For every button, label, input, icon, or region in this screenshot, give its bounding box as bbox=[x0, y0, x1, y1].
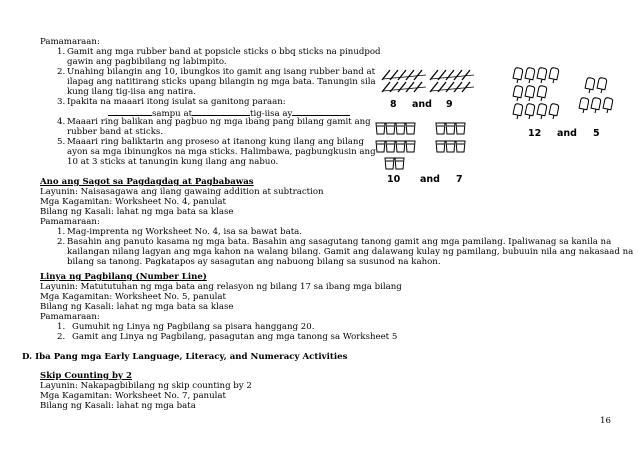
section-title-sagot: Ano ang Sagot sa Pagdagdag at Pagbabawas bbox=[40, 177, 254, 187]
bilang-kasali: Bilang ng Kasali: lahat ng mga bata sa klase bbox=[40, 207, 234, 217]
popsicle bbox=[597, 77, 607, 93]
cup-body bbox=[456, 141, 465, 152]
stick-band bbox=[383, 87, 426, 91]
popsicle-stick bbox=[529, 97, 530, 101]
stick bbox=[398, 82, 406, 92]
pamamaraan-heading: Pamamaraan: bbox=[40, 37, 100, 47]
cup bbox=[436, 141, 445, 152]
popsicle-stick bbox=[553, 115, 554, 119]
stick bbox=[462, 70, 470, 80]
formula-sampu: sampu at bbox=[152, 109, 193, 119]
cups-count-b: 7 bbox=[456, 174, 463, 185]
stick bbox=[406, 70, 414, 80]
cup-body bbox=[386, 141, 395, 152]
step-line: Mag-imprenta ng Worksheet No. 4, isa sa bawat bata. bbox=[67, 227, 303, 237]
popsicle-top bbox=[579, 97, 589, 109]
popsicle bbox=[537, 103, 547, 119]
popsicle-stick bbox=[553, 79, 554, 83]
popsicle bbox=[525, 85, 535, 101]
popsicle-top bbox=[591, 97, 601, 109]
cup-body bbox=[385, 158, 394, 169]
stick-band bbox=[383, 75, 426, 79]
step-line: gawin ang pagbibilang ng labimpito. bbox=[67, 57, 227, 67]
step-line: kailangan nilang lagyan ang mga kahon na walang bilang. Gamit ang dalawang kulay ng pamilang, bubuuin nila ang nakasaad na bbox=[67, 247, 634, 257]
popsicle-stick bbox=[541, 115, 542, 119]
stick bbox=[462, 82, 470, 92]
popsicle-top bbox=[525, 85, 535, 97]
formula-tigiisa: tig-iisa ay bbox=[250, 109, 293, 119]
popsicle-stick bbox=[517, 115, 518, 119]
cup bbox=[396, 141, 405, 152]
cup-body bbox=[386, 123, 395, 134]
popsicle-groups bbox=[513, 67, 613, 119]
popsicle-top bbox=[585, 77, 595, 89]
step-line: Basahin ang panuto kasama ng mga bata. Basahin ang sasagutang tanong gamit ang mga pamilang. Ipaliwanag sa kanila na bbox=[67, 237, 612, 247]
pops-count-b: 5 bbox=[593, 128, 600, 139]
cup-body bbox=[446, 141, 455, 152]
popsicle-top bbox=[537, 85, 547, 97]
popsicle bbox=[579, 97, 589, 113]
popsicle-top bbox=[603, 97, 613, 109]
bilang-kasali: Bilang ng Kasali: lahat ng mga bata bbox=[40, 401, 196, 411]
popsicle-stick bbox=[583, 109, 584, 113]
popsicle-stick bbox=[601, 89, 602, 93]
popsicle-stick bbox=[595, 109, 596, 113]
pops-and: and bbox=[557, 128, 577, 139]
pops-count-a: 12 bbox=[528, 128, 542, 139]
popsicle bbox=[537, 67, 547, 83]
step-line: Gamit ang mga rubber band at popsicle sticks o bbq sticks na pinudpod bbox=[67, 47, 381, 57]
step-number: 4. bbox=[57, 117, 66, 127]
step-number: 2. bbox=[57, 237, 66, 247]
popsicle-stick bbox=[517, 97, 518, 101]
step-line: Gamit ang Linya ng Pagbilang, pasagutan ang mga tanong sa Worksheet 5 bbox=[72, 332, 398, 342]
popsicle bbox=[549, 67, 559, 83]
popsicle-stick bbox=[589, 89, 590, 93]
popsicle-stick bbox=[529, 115, 530, 119]
popsicle-top bbox=[537, 67, 547, 79]
cup bbox=[446, 141, 455, 152]
stick-band bbox=[431, 75, 474, 79]
stick bbox=[414, 70, 422, 80]
cup bbox=[406, 141, 415, 152]
popsicle-stick bbox=[529, 79, 530, 83]
popsicle-stick bbox=[607, 109, 608, 113]
popsicle-top bbox=[537, 103, 547, 115]
step-number: 1. bbox=[57, 227, 66, 237]
popsicle-stick bbox=[517, 79, 518, 83]
kagamitan: Mga Kagamitan: Worksheet No. 5, panulat bbox=[40, 292, 226, 302]
cup-body bbox=[395, 158, 404, 169]
step-line: ilapag ang natitirang sticks upang bilangin ng mga bata. Tanungin sila bbox=[67, 77, 376, 87]
cup-body bbox=[396, 123, 405, 134]
step-line: Maaari ring balikan ang pagbuo ng mga ibang pang bilang gamit ang bbox=[67, 117, 371, 127]
step-line: rubber band at sticks. bbox=[67, 127, 164, 137]
popsicle-top bbox=[513, 103, 523, 115]
step-number: 3. bbox=[57, 97, 66, 107]
sticks-count-b: 9 bbox=[446, 99, 453, 110]
step-line: ayon sa mga ibinungkos na mga sticks. Halimbawa, pagbungkusin ang bbox=[67, 147, 376, 157]
section-title-linya: Linya ng Pagbilang (Number Line) bbox=[40, 272, 207, 282]
cup-body bbox=[376, 141, 385, 152]
cup bbox=[386, 141, 395, 152]
popsicle bbox=[525, 103, 535, 119]
cups-count-a: 10 bbox=[387, 174, 401, 185]
popsicle-top bbox=[513, 67, 523, 79]
popsicle-top bbox=[525, 103, 535, 115]
popsicle-top bbox=[525, 67, 535, 79]
step-number: 1. bbox=[57, 47, 66, 57]
page-number: 16 bbox=[600, 416, 611, 426]
popsicle bbox=[513, 67, 523, 83]
stick bbox=[446, 70, 454, 80]
stick-bundles bbox=[382, 70, 474, 92]
layunin: Layunin: Naisasagawa ang ilang gawaing addition at subtraction bbox=[40, 187, 324, 197]
cup-body bbox=[396, 141, 405, 152]
cup bbox=[376, 123, 385, 134]
cup bbox=[395, 158, 404, 169]
cup bbox=[406, 123, 415, 134]
step-line: Ipakita na maaari itong isulat sa ganitong paraan: bbox=[67, 97, 286, 107]
sticks-and: and bbox=[412, 99, 432, 110]
step-number: 2. bbox=[57, 67, 66, 77]
layunin: Layunin: Nakapagbibilang ng skip counting by 2 bbox=[40, 381, 252, 391]
cup bbox=[456, 141, 465, 152]
cup bbox=[376, 141, 385, 152]
popsicle bbox=[537, 85, 547, 101]
cup-body bbox=[436, 141, 445, 152]
step-line: Unahing bilangin ang 10, ibungkos ito gamit ang isang rubber band at bbox=[67, 67, 376, 77]
section-d-title: D. Iba Pang mga Early Language, Literacy, and Numeracy Activities bbox=[22, 352, 348, 362]
cup bbox=[385, 158, 394, 169]
popsicle bbox=[591, 97, 601, 113]
cup-body bbox=[376, 123, 385, 134]
popsicle-top bbox=[549, 103, 559, 115]
cup-body bbox=[446, 123, 455, 134]
stick bbox=[398, 70, 406, 80]
pamamaraan-heading: Pamamaraan: bbox=[40, 217, 100, 227]
cup bbox=[446, 123, 455, 134]
stick bbox=[406, 82, 414, 92]
step-line: bilang sa tanong. Pagkatapos ay sasagutan ang nabuong bilang sa susunod na kahon. bbox=[67, 257, 441, 267]
layunin: Layunin: Matututuhan ng mga bata ang relasyon ng bilang 17 sa ibang mga bilang bbox=[40, 282, 402, 292]
cup bbox=[456, 123, 465, 134]
cup-body bbox=[406, 123, 415, 134]
popsicle bbox=[513, 85, 523, 101]
cups-and: and bbox=[420, 174, 440, 185]
stick bbox=[414, 82, 422, 92]
cup bbox=[396, 123, 405, 134]
cup-body bbox=[456, 123, 465, 134]
pamamaraan-heading: Pamamaraan: bbox=[40, 312, 100, 322]
stick-band bbox=[431, 87, 474, 91]
step-line: 10 at 3 sticks at tanungin kung ilang ang nabuo. bbox=[67, 157, 279, 167]
cup-groups bbox=[376, 123, 465, 169]
step-line: Gumuhit ng Linya ng Pagbilang sa pisara hanggang 20. bbox=[72, 322, 315, 332]
cup bbox=[386, 123, 395, 134]
step-line: Maaari ring baliktarin ang proseso at itanong kung ilang ang bilang bbox=[67, 137, 364, 147]
section-title-skip: Skip Counting by 2 bbox=[40, 371, 132, 381]
popsicle-top bbox=[549, 67, 559, 79]
popsicle-stick bbox=[541, 79, 542, 83]
popsicle bbox=[549, 103, 559, 119]
cup bbox=[436, 123, 445, 134]
stick bbox=[454, 70, 462, 80]
popsicle-top bbox=[513, 85, 523, 97]
step-number: 2. bbox=[57, 332, 66, 342]
kagamitan: Mga Kagamitan: Worksheet No. 4, panulat bbox=[40, 197, 226, 207]
popsicle bbox=[603, 97, 613, 113]
sticks-count-a: 8 bbox=[390, 99, 397, 110]
kagamitan: Mga Kagamitan: Worksheet No. 7, panulat bbox=[40, 391, 226, 401]
step-number: 1. bbox=[57, 322, 66, 332]
bilang-kasali: Bilang ng Kasali: lahat ng mga bata sa klase bbox=[40, 302, 234, 312]
popsicle bbox=[525, 67, 535, 83]
stick bbox=[454, 82, 462, 92]
popsicle-stick bbox=[541, 97, 542, 101]
cup-body bbox=[436, 123, 445, 134]
step-number: 5. bbox=[57, 137, 66, 147]
popsicle bbox=[585, 77, 595, 93]
popsicle-top bbox=[597, 77, 607, 89]
stick bbox=[446, 82, 454, 92]
cup-body bbox=[406, 141, 415, 152]
popsicle bbox=[513, 103, 523, 119]
step-line: kung ilang tig-iisa ang natira. bbox=[67, 87, 196, 97]
